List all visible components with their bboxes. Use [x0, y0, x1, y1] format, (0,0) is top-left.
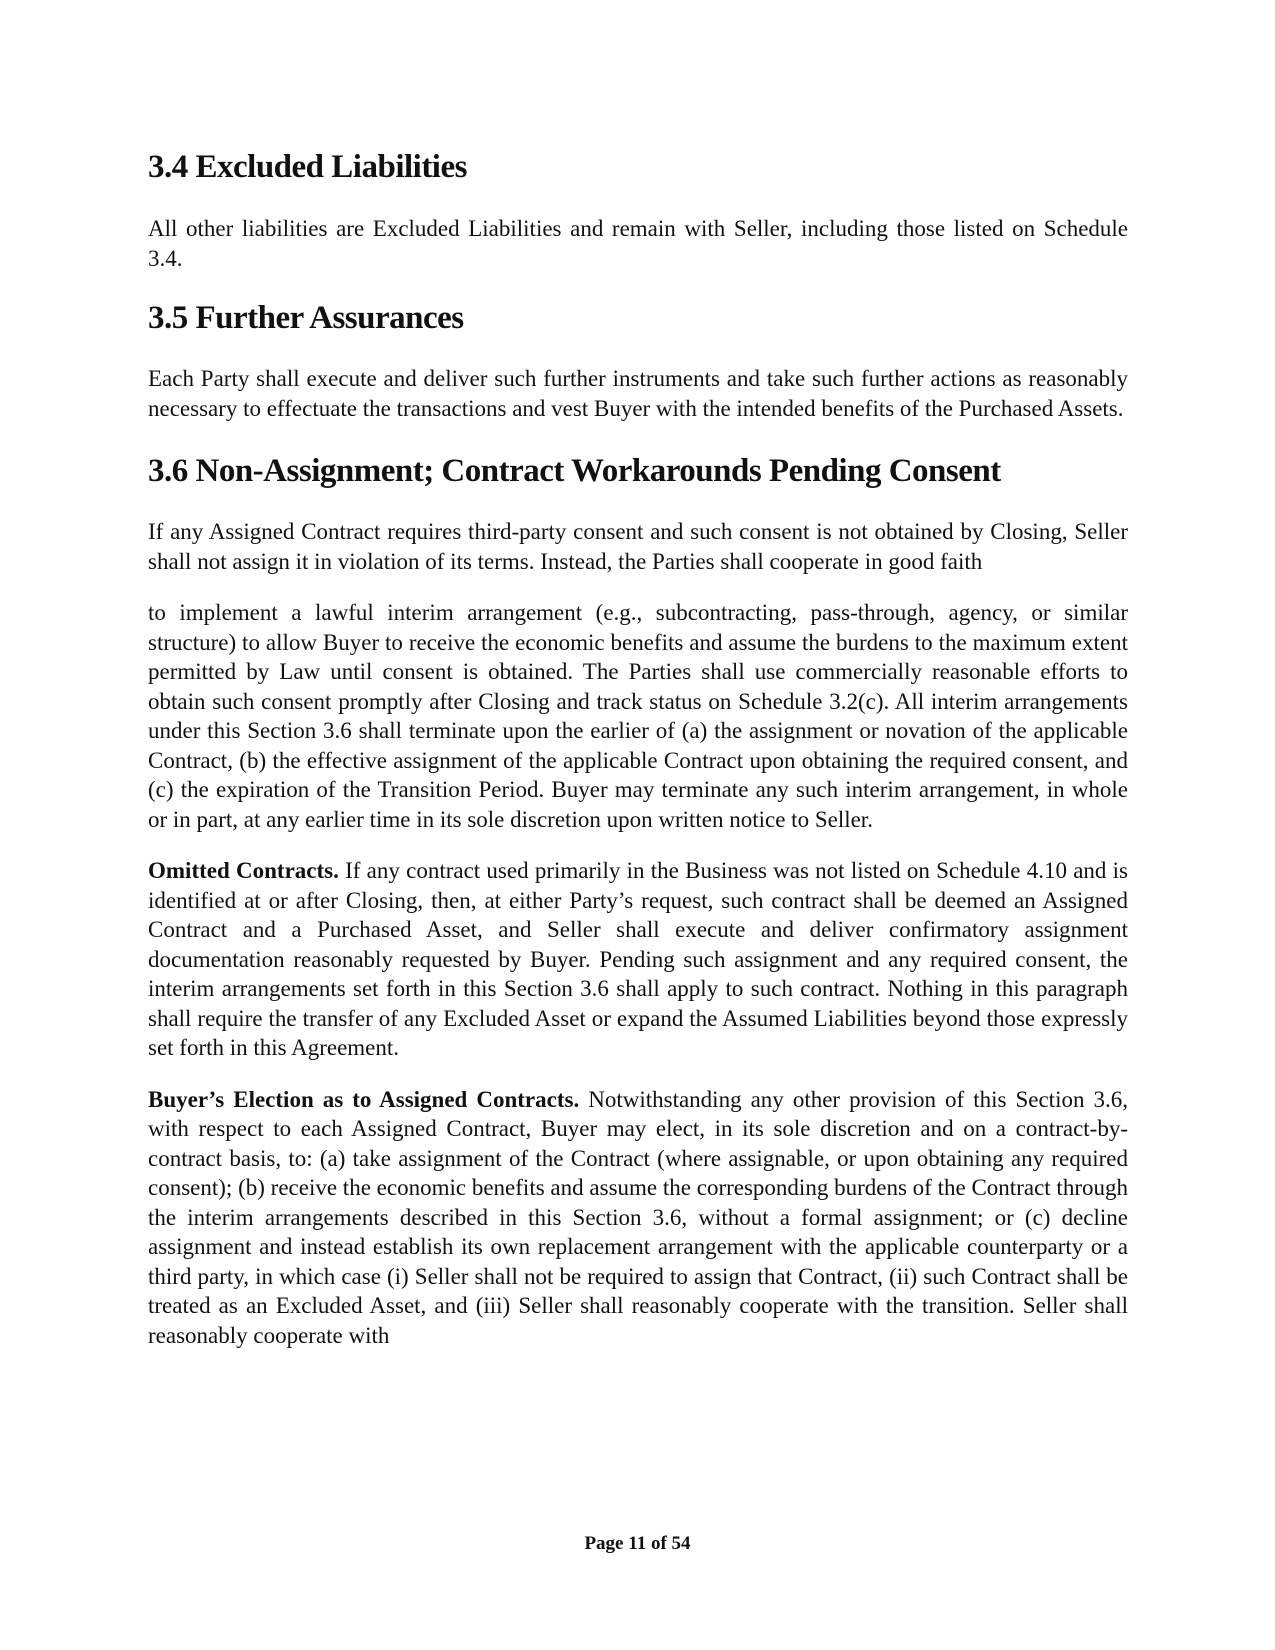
section-3-5-body: Each Party shall execute and deliver such further instruments and take such further actions as reasonably necessary to effectuate the transactions and vest Buyer with the intended benefits of the Purchased Assets. — [148, 366, 1128, 421]
section-3-6-heading: 3.6 Non-Assignment; Contract Workarounds Pending Consent — [148, 453, 1001, 489]
page-content — [148, 148, 1128, 1350]
page-number-footer: Page 11 of 54 — [584, 1533, 691, 1554]
omitted-contracts-paragraph — [148, 856, 1128, 1063]
section-3-4-body: All other liabilities are Excluded Liabilities and remain with Seller, including those listed on Schedule 3.4. — [148, 216, 1128, 271]
buyer-election-body: Notwithstanding any other provision of this Section 3.6, with respect to each Assigned Contract, Buyer may elect, in its sole discretion and on a contract-by-contract basis, to: (a) take assignment of the Contract (where assignable, or upon obtaining any required consent); (b) receive the economic benefits and assume the corresponding burdens of the Contract through the interim arrangements described in this Section 3.6, without a formal assignment; or (c) decline assignment and instead establish its own replacement arrangement with the applicable counterparty or a third party, in which case (i) Seller shall not be required to assign that Contract, (ii) such Contract shall be treated as an Excluded Asset, and (iii) Seller shall reasonably cooperate with the transition. Seller shall reasonably cooperate with — [148, 1086, 1128, 1348]
section-3-6-body-part-1: If any Assigned Contract requires third-party consent and such consent is not obtained by Closing, Seller shall not assign it in violation of its terms. Instead, the Parties shall cooperate in good faith — [148, 519, 1128, 574]
omitted-contracts-lead: Omitted Contracts. — [148, 858, 339, 883]
section-3-5-heading: 3.5 Further Assurances — [148, 300, 464, 336]
section-3-6-body-part-2: to implement a lawful interim arrangement (e.g., subcontracting, pass-through, agency, or similar structure) to allow Buyer to receive the economic benefits and assume the burdens to the maximum extent permitted by Law until consent is obtained. The Parties shall use commercially reasonable efforts to obtain such consent promptly after Closing and track status on Schedule 3.2(c). All interim arrangements under this Section 3.6 shall terminate upon the earlier of (a) the assignment or novation of the applicable Contract, (b) the effective assignment of the applicable Contract upon obtaining the required consent, and (c) the expiration of the Transition Period. Buyer may terminate any such interim arrangement, in whole or in part, at any earlier time in its sole discretion upon written notice to Seller. — [148, 600, 1128, 832]
section-3-4-heading: 3.4 Excluded Liabilities — [148, 149, 467, 185]
omitted-contracts-body: If any contract used primarily in the Business was not listed on Schedule 4.10 and is identified at or after Closing, then, at either Party’s request, such contract shall be deemed an Assigned Contract and a Purchased Asset, and Seller shall execute and deliver confirmatory assignment documentation reasonably requested by Buyer. Pending such assignment and any required consent, the interim arrangements set forth in this Section 3.6 shall apply to such contract. Nothing in this paragraph shall require the transfer of any Excluded Asset or expand the Assumed Liabilities beyond those expressly set forth in this Agreement. — [148, 858, 1128, 1060]
buyer-election-lead: Buyer’s Election as to Assigned Contracts. — [148, 1086, 580, 1112]
buyer-election-paragraph — [148, 1085, 1128, 1351]
